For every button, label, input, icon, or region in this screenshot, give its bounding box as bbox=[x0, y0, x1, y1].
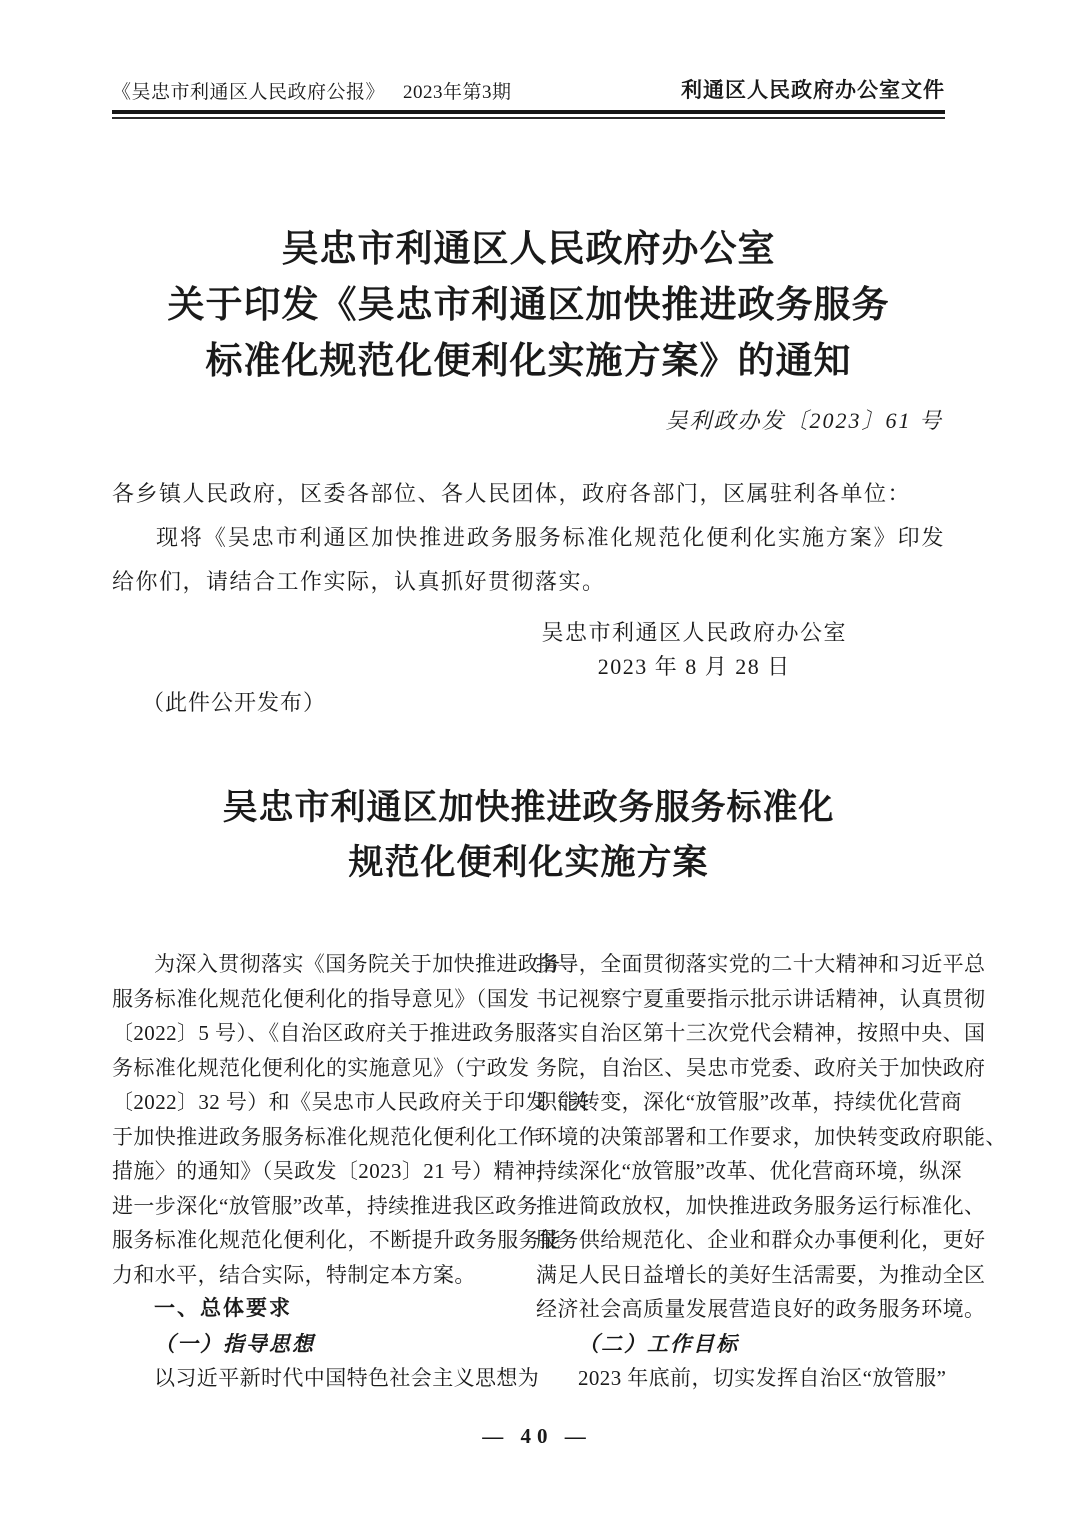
body-text-line: 一、总体要求 bbox=[154, 1297, 292, 1320]
plan-title bbox=[112, 780, 945, 890]
body-text-line: （一）指导思想 bbox=[154, 1331, 315, 1356]
body-text-line: 指导，全面贯彻落实党的二十大精神和习近平总 bbox=[536, 952, 986, 976]
body-text-line: 于加快推进政务服务标准化规范化便利化工作 bbox=[112, 1124, 540, 1149]
signature-inner bbox=[541, 616, 847, 684]
signature-block bbox=[112, 616, 945, 684]
body-text-line: 服务标准化规范化便利化，不断提升政务服务能 bbox=[112, 1228, 562, 1252]
right-column bbox=[536, 947, 1007, 1396]
body-text-line: 满足人民日益增长的美好生活需要，为推动全区 bbox=[536, 1262, 986, 1287]
body-text-line: 力和水平，结合实际，特制定本方案。 bbox=[112, 1262, 476, 1287]
notice-title-line: 关于印发《吴忠市利通区加快推进政务服务 bbox=[167, 285, 890, 326]
body-text-line: 〔2022〕32 号）和《吴忠市人民政府关于印发〈关 bbox=[112, 1090, 590, 1114]
gazette-title: 《吴忠市利通区人民政府公报》 bbox=[112, 82, 386, 103]
gazette-header-left bbox=[112, 77, 512, 104]
body-text-line: 职能转变，深化“放管服”改革，持续优化营商 bbox=[536, 1090, 963, 1114]
body-text-line: 服务供给规范化、企业和群众办事便利化，更好 bbox=[536, 1228, 986, 1252]
body-text-line: 措施〉的通知》（吴政发〔2023〕21 号）精神， bbox=[112, 1159, 558, 1183]
two-column-body bbox=[112, 947, 1007, 1396]
body-text-line: 环境的决策部署和工作要求，加快转变政府职能、 bbox=[536, 1124, 1007, 1149]
office-doc-label: 利通区人民政府办公室文件 bbox=[681, 79, 945, 102]
body-text-line: 持续深化“放管服”改革、优化营商环境，纵深 bbox=[536, 1159, 963, 1183]
header-rule-thin bbox=[112, 117, 945, 119]
body-text-line: 〔2022〕5 号）、《自治区政府关于推进政务服 bbox=[112, 1021, 537, 1045]
header-rule-thick bbox=[112, 110, 945, 114]
body-text-line: 推进简政放权，加快推进政务服务运行标准化、 bbox=[536, 1193, 986, 1218]
body-text-line: 务院，自治区、吴忠市党委、政府关于加快政府 bbox=[536, 1055, 986, 1080]
notice-paragraph: 现将《吴忠市利通区加快推进政务服务标准化规范化便利化实施方案》印发给你们，请结合工作实际，认真抓好贯彻落实。 bbox=[112, 525, 945, 594]
body-text-line: 书记视察宁夏重要指示批示讲话精神，认真贯彻 bbox=[536, 986, 986, 1011]
page-content bbox=[112, 0, 1007, 1396]
signer-name: 吴忠市利通区人民政府办公室 bbox=[541, 620, 847, 645]
issue-number: 2023年第3期 bbox=[403, 82, 512, 103]
signature-date: 2023 年 8 月 28 日 bbox=[597, 654, 791, 679]
body-text-line: 进一步深化“放管服”改革，持续推进我区政务 bbox=[112, 1193, 539, 1218]
body-text-line: 经济社会高质量发展营造良好的政务服务环境。 bbox=[536, 1297, 986, 1321]
notice-body bbox=[112, 472, 945, 604]
public-release-note: （此件公开发布） bbox=[142, 690, 327, 715]
running-head bbox=[112, 74, 945, 104]
plan-title-line: 规范化便利化实施方案 bbox=[348, 843, 709, 882]
body-text-line: 务标准化规范化便利化的实施意见》（宁政发 bbox=[112, 1055, 530, 1080]
plan-title-line: 吴忠市利通区加快推进政务服务标准化 bbox=[222, 788, 835, 827]
body-text-line: （二）工作目标 bbox=[578, 1331, 739, 1356]
body-text-line: 服务标准化规范化便利化的指导意见》（国发 bbox=[112, 986, 530, 1011]
body-text-line: 为深入贯彻落实《国务院关于加快推进政务 bbox=[154, 952, 561, 976]
notice-title bbox=[112, 222, 945, 390]
doc-number: 吴利政办发〔2023〕61 号 bbox=[665, 408, 943, 433]
body-text-line: 以习近平新时代中国特色社会主义思想为 bbox=[154, 1366, 540, 1390]
body-text-line: 2023 年底前，切实发挥自治区“放管服” bbox=[578, 1366, 947, 1390]
left-column bbox=[112, 947, 590, 1396]
page-number: — 40 — bbox=[482, 1424, 592, 1448]
notice-title-line: 标准化规范化便利化实施方案》的通知 bbox=[205, 341, 852, 382]
notice-title-line: 吴忠市利通区人民政府办公室 bbox=[281, 229, 776, 270]
salutation: 各乡镇人民政府，区委各部位、各人民团体，政府各部门，区属驻利各单位： bbox=[112, 481, 912, 506]
body-text-line: 落实自治区第十三次党代会精神，按照中央、国 bbox=[536, 1021, 986, 1045]
